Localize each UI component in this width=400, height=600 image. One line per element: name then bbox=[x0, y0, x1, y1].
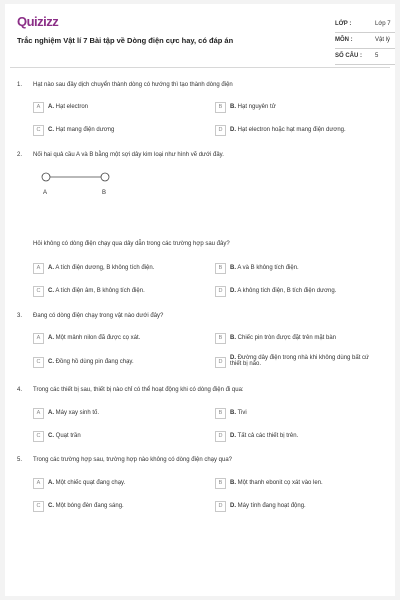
option-text: D. A không tích điện, B tích điện dương. bbox=[230, 288, 337, 294]
option-letter-box: B bbox=[215, 102, 226, 113]
option-letter-box: C bbox=[33, 125, 44, 136]
meta-value: Lớp 7 bbox=[375, 21, 391, 27]
option-letter-box: D bbox=[215, 501, 226, 512]
meta-key: MÔN : bbox=[335, 37, 353, 43]
option-text: B. A và B không tích điện. bbox=[230, 265, 299, 271]
meta-row-subject bbox=[335, 33, 395, 49]
option-letter-box: A bbox=[33, 333, 44, 344]
question-text: Hạt nào sau đây dịch chuyển thành dòng có hướng thì tạo thành dòng điện bbox=[33, 82, 233, 88]
question-text: Nối hai quả cầu A và B bằng một sợi dây kim loại như hình vẽ dưới đây. bbox=[33, 152, 224, 158]
option-text: A. Một mảnh nilon đã được cọ xát. bbox=[48, 335, 141, 341]
question-number: 2. bbox=[17, 152, 23, 158]
option-text: C. A tích điện âm, B không tích điện. bbox=[48, 288, 145, 294]
option-letter-box: A bbox=[33, 102, 44, 113]
option-text: B. Tivi bbox=[230, 410, 247, 416]
meta-row-count bbox=[335, 49, 395, 65]
option-text: B. Hạt nguyên tử bbox=[230, 104, 276, 110]
option-text: C. Quạt trần bbox=[48, 433, 81, 439]
option-text: A. Máy xay sinh tố. bbox=[48, 410, 100, 416]
option-letter-box: C bbox=[33, 501, 44, 512]
option-letter-box: C bbox=[33, 286, 44, 297]
sphere-b bbox=[101, 173, 109, 181]
option-letter-box: B bbox=[215, 478, 226, 489]
option-letter-box: A bbox=[33, 478, 44, 489]
meta-row-class bbox=[335, 17, 395, 33]
option-text: D. Hạt electron hoặc hạt mang điện dương. bbox=[230, 127, 346, 133]
option-letter-box: B bbox=[215, 333, 226, 344]
option-text: D. Máy tính đang hoạt động. bbox=[230, 503, 306, 509]
sphere-a bbox=[42, 173, 50, 181]
option-text: B. Chiếc pin tròn được đặt trên mặt bàn bbox=[230, 335, 337, 341]
option-text: A. A tích điện dương, B không tích điện. bbox=[48, 265, 155, 271]
sphere-b-label: B bbox=[102, 190, 107, 196]
worksheet-page bbox=[5, 4, 395, 596]
option-letter-box: B bbox=[215, 408, 226, 419]
option-text: A. Một chiếc quạt đang chạy. bbox=[48, 480, 126, 486]
question-text: Đang có dòng điện chạy trong vật nào dưới đây? bbox=[33, 313, 164, 319]
meta-key: LỚP : bbox=[335, 21, 352, 27]
question-number: 1. bbox=[17, 82, 23, 88]
option-letter-box: A bbox=[33, 408, 44, 419]
quizizz-logo: Quizizz bbox=[17, 14, 59, 29]
question-number: 4. bbox=[17, 387, 23, 393]
header-divider bbox=[10, 67, 390, 68]
question-number: 3. bbox=[17, 313, 23, 319]
question-subtext: Hỏi không có dòng điện chạy qua dây dẫn trong các trường hợp sau đây? bbox=[33, 241, 230, 247]
option-letter-box: D bbox=[215, 431, 226, 442]
option-letter-box: D bbox=[215, 357, 226, 368]
option-text: C. Một bóng đèn đang sáng. bbox=[48, 503, 124, 509]
option-text: A. Hạt electron bbox=[48, 104, 89, 110]
meta-value: 5 bbox=[375, 53, 379, 59]
option-letter-box: C bbox=[33, 357, 44, 368]
option-letter-box: D bbox=[215, 125, 226, 136]
page-title: Trắc nghiệm Vật lí 7 Bài tập về Dòng điện cực hay, có đáp án bbox=[17, 36, 234, 45]
option-text: D. Đường dây điện trong nhà khi không dùng bất cứ thiết bị nào. bbox=[230, 355, 370, 367]
meta-key: SỐ CÂU : bbox=[335, 53, 362, 59]
option-text: C. Đồng hồ dùng pin đang chạy. bbox=[48, 359, 134, 365]
option-text: C. Hạt mang điện dương bbox=[48, 127, 115, 133]
sphere-a-label: A bbox=[43, 190, 48, 196]
option-letter-box: C bbox=[33, 431, 44, 442]
option-letter-box: A bbox=[33, 263, 44, 274]
option-letter-box: B bbox=[215, 263, 226, 274]
question-number: 5. bbox=[17, 457, 23, 463]
question-text: Trong các trường hợp sau, trường hợp nào không có dòng điện chạy qua? bbox=[33, 457, 233, 463]
meta-table bbox=[335, 17, 395, 65]
question-text: Trong các thiết bị sau, thiết bị nào chỉ có thể hoạt động khi có dòng điện đi qua: bbox=[33, 387, 244, 393]
option-text: D. Tất cả các thiết bị trên. bbox=[230, 433, 299, 439]
meta-value: Vật lý bbox=[375, 37, 391, 43]
option-text: B. Một thanh ebonit cọ xát vào len. bbox=[230, 480, 323, 486]
spheres-diagram bbox=[41, 172, 131, 198]
option-letter-box: D bbox=[215, 286, 226, 297]
